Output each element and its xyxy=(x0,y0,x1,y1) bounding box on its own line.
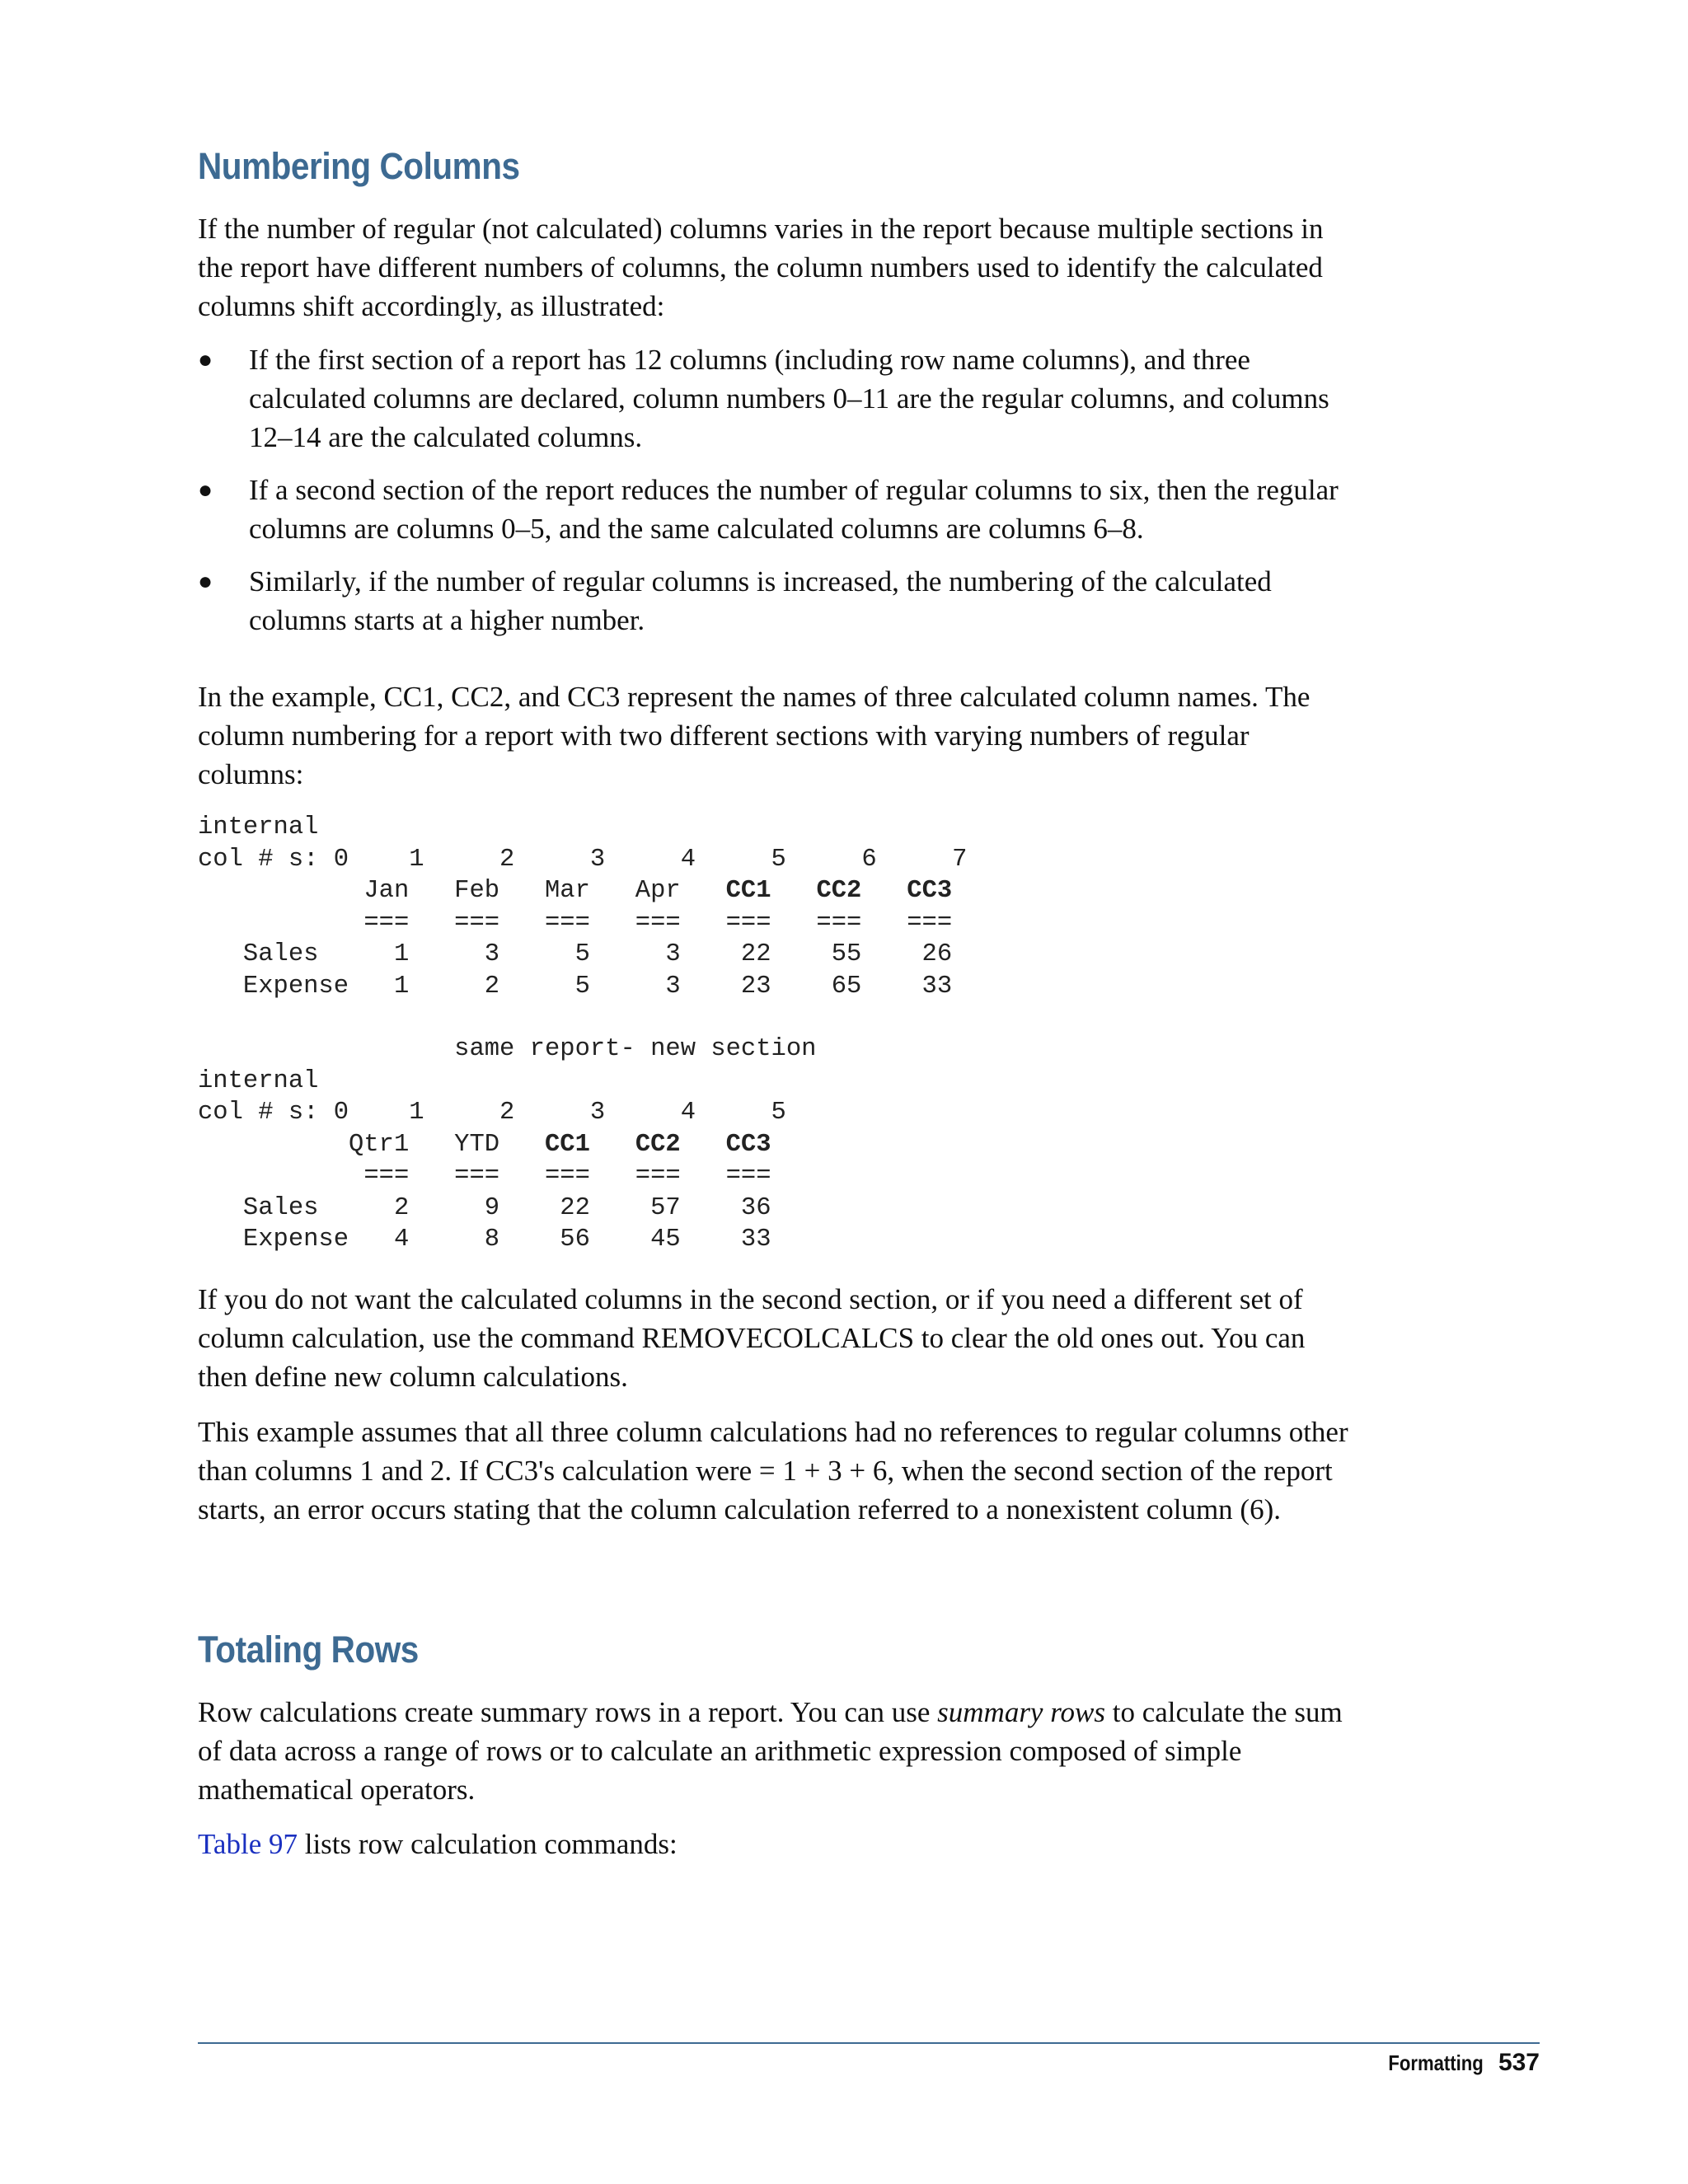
remove-colcalcs-paragraph: If you do not want the calculated columns in the second section, or if you need a different set of column calculation, use the command REMOVECOLCALCS to clear the old ones out. You can then define new column calculations. xyxy=(198,1283,1306,1393)
code-example-section-1: internal col # s: 0 1 2 3 4 5 6 7 Jan Feb Mar Apr CC1 CC2 CC3 === === === === === === === Sales 1 3 5 3 22 55 26 Expense 1 2 5 3 23 65 33 xyxy=(198,813,968,1001)
bullet-icon: ● xyxy=(198,568,213,595)
calc-column-header: CC1 xyxy=(544,1130,590,1159)
table-97-link[interactable]: Table 97 xyxy=(198,1828,298,1860)
calc-column-header: CC3 xyxy=(907,877,953,905)
calc-column-header: CC2 xyxy=(816,877,862,905)
assumption-paragraph: This example assumes that all three column calculations had no references to regular columns other than columns 1 and 2. If CC3's calculation were = 1 + 3 + 6, when the second section of the report starts, an error occurs stating that the column calculation referred to a nonexistent column (6). xyxy=(198,1416,1348,1526)
page-footer xyxy=(1372,2049,1540,2077)
footer-section-name: Formatting xyxy=(1388,2050,1484,2075)
table-reference-paragraph: Table 97 lists row calculation commands: xyxy=(198,1828,678,1860)
footer-rule xyxy=(198,2042,1540,2044)
bullet-icon: ● xyxy=(198,346,213,373)
summary-rows-paragraph: Row calculations create summary rows in a report. You can use summary rows to calculate the sum of data across a range of rows or to calculate an arithmetic expression composed of simple mathematical operators. xyxy=(198,1696,1343,1806)
example-intro-paragraph: In the example, CC1, CC2, and CC3 represent the names of three calculated column names. The column numbering for a report with two different sections with varying numbers of regular columns: xyxy=(198,681,1311,790)
list-item: ● If a second section of the report reduces the number of regular columns to six, then the regular columns are columns 0–5, and the same calculated columns are columns 6–8. xyxy=(198,471,1352,548)
calc-column-header: CC2 xyxy=(635,1130,681,1159)
calc-column-header: CC1 xyxy=(725,877,771,905)
list-item: ● Similarly, if the number of regular columns is increased, the numbering of the calculated columns starts at a higher number. xyxy=(198,562,1352,640)
intro-paragraph: If the number of regular (not calculated) columns varies in the report because multiple sections in the report have different numbers of columns, the column numbers used to identify the calculated columns shift accordingly, as illustrated: xyxy=(198,213,1324,322)
heading-numbering-columns: Numbering Columns xyxy=(198,145,520,187)
bullet-icon: ● xyxy=(198,476,213,504)
heading-totaling-rows: Totaling Rows xyxy=(198,1629,419,1671)
list-item: ● If the first section of a report has 12 columns (including row name columns), and three calculated columns are declared, column numbers 0–11 are the regular columns, and columns 12–14 are the calculated columns. xyxy=(198,340,1352,457)
code-example-section-2: same report- new section internal col # s: 0 1 2 3 4 5 Qtr1 YTD CC1 CC2 CC3 === === === === === Sales 2 9 22 57 36 Expense 4 8 56 45 33 xyxy=(198,1035,817,1254)
calc-column-header: CC3 xyxy=(725,1130,771,1159)
page-number: 537 xyxy=(1498,2049,1540,2076)
bullet-list xyxy=(198,340,1352,654)
